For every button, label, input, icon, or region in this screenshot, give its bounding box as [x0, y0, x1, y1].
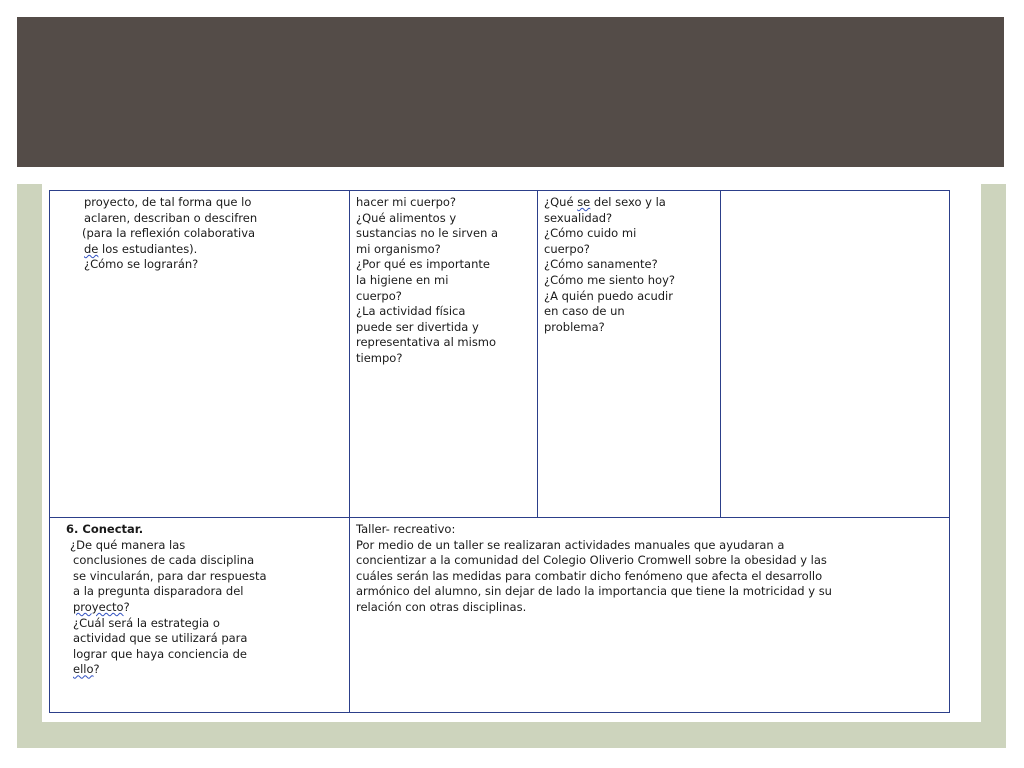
cell-text: proyecto, de tal forma que lo: [84, 195, 252, 209]
cell-text: aclaren, describan o descifren: [84, 210, 258, 225]
cell-text: Por medio de un taller se realizaran actividades manuales que ayudaran a: [356, 537, 785, 552]
cell-text: ¿Cómo sanamente?: [544, 257, 658, 272]
cell-text-rest: ?: [93, 662, 100, 677]
cell-text: actividad que se utilizará para: [73, 631, 248, 646]
cell-text: cuerpo?: [544, 241, 590, 256]
cell-text: sustancias no le sirven a: [356, 226, 499, 241]
spellcheck-word: ello: [73, 662, 94, 677]
cell-text: ¿Cuál será la estrategia o: [73, 615, 220, 630]
cell-text: [544, 195, 714, 211]
cell-text: la higiene en mi: [356, 272, 449, 287]
table-row: [50, 518, 950, 713]
cell-text: [56, 662, 343, 678]
cell-text: [56, 242, 343, 258]
cell-text: mi organismo?: [356, 241, 441, 256]
cell-text: puede ser divertida y: [356, 319, 479, 334]
slide-frame: [17, 184, 1006, 748]
section-heading: 6. Conectar.: [66, 522, 144, 536]
cell-text: problema?: [544, 319, 605, 334]
document-page: [42, 184, 981, 722]
spellcheck-word: de: [84, 241, 99, 256]
table-cell-taller: [350, 518, 950, 713]
spellcheck-word: se: [577, 195, 591, 209]
cell-text-b: del sexo y la: [590, 195, 666, 209]
cell-text: ¿Cómo se lograrán?: [84, 257, 199, 272]
planning-table: [49, 190, 950, 713]
table-cell-col4: [721, 191, 950, 518]
cell-text: representativa al mismo: [356, 335, 497, 350]
cell-text: hacer mi cuerpo?: [356, 195, 457, 209]
cell-text-rest: ?: [123, 599, 130, 614]
cell-text: cuerpo?: [356, 288, 402, 303]
cell-text: ¿Qué alimentos y: [356, 210, 457, 225]
table-cell-col2: [350, 191, 538, 518]
cell-text: conclusiones de cada disciplina: [73, 553, 255, 568]
cell-text: ¿Cómo me siento hoy?: [544, 272, 675, 287]
cell-text: ¿Por qué es importante: [356, 257, 490, 272]
cell-text: ¿De qué manera las: [70, 537, 186, 552]
cell-text: Taller- recreativo:: [356, 522, 456, 536]
cell-text: sexualidad?: [544, 210, 613, 225]
cell-text: en caso de un: [544, 304, 625, 319]
cell-text-a: ¿Qué: [544, 195, 578, 209]
cell-text: relación con otras disciplinas.: [356, 599, 527, 614]
cell-text: ¿Cómo cuido mi: [544, 226, 637, 241]
table-row: [50, 191, 950, 518]
table-cell-conectar: [50, 518, 350, 713]
cell-text: ¿A quién puedo acudir: [544, 288, 673, 303]
cell-text: concientizar a la comunidad del Colegio Oliverio Cromwell sobre la obesidad y las: [356, 553, 827, 568]
cell-text: lograr que haya conciencia de: [73, 646, 247, 661]
table-cell-col3: [538, 191, 721, 518]
cell-text: se vincularán, para dar respuesta: [73, 568, 267, 583]
cell-text: cuáles serán las medidas para combatir dicho fenómeno que afecta el desarrollo: [356, 568, 823, 583]
cell-text: [56, 600, 343, 616]
cell-text: armónico del alumno, sin dejar de lado la importancia que tiene la motricidad y su: [356, 584, 832, 599]
cell-text: (para la reflexión colaborativa: [82, 226, 256, 241]
cell-text: a la pregunta disparadora del: [73, 584, 244, 599]
cell-text: ¿La actividad física: [356, 304, 466, 319]
table-cell-col1: [50, 191, 350, 518]
spellcheck-word: proyecto: [73, 599, 124, 614]
cell-text-rest: los estudiantes).: [98, 241, 198, 256]
cell-text: tiempo?: [356, 350, 403, 365]
slide-header-band: [17, 17, 1004, 167]
